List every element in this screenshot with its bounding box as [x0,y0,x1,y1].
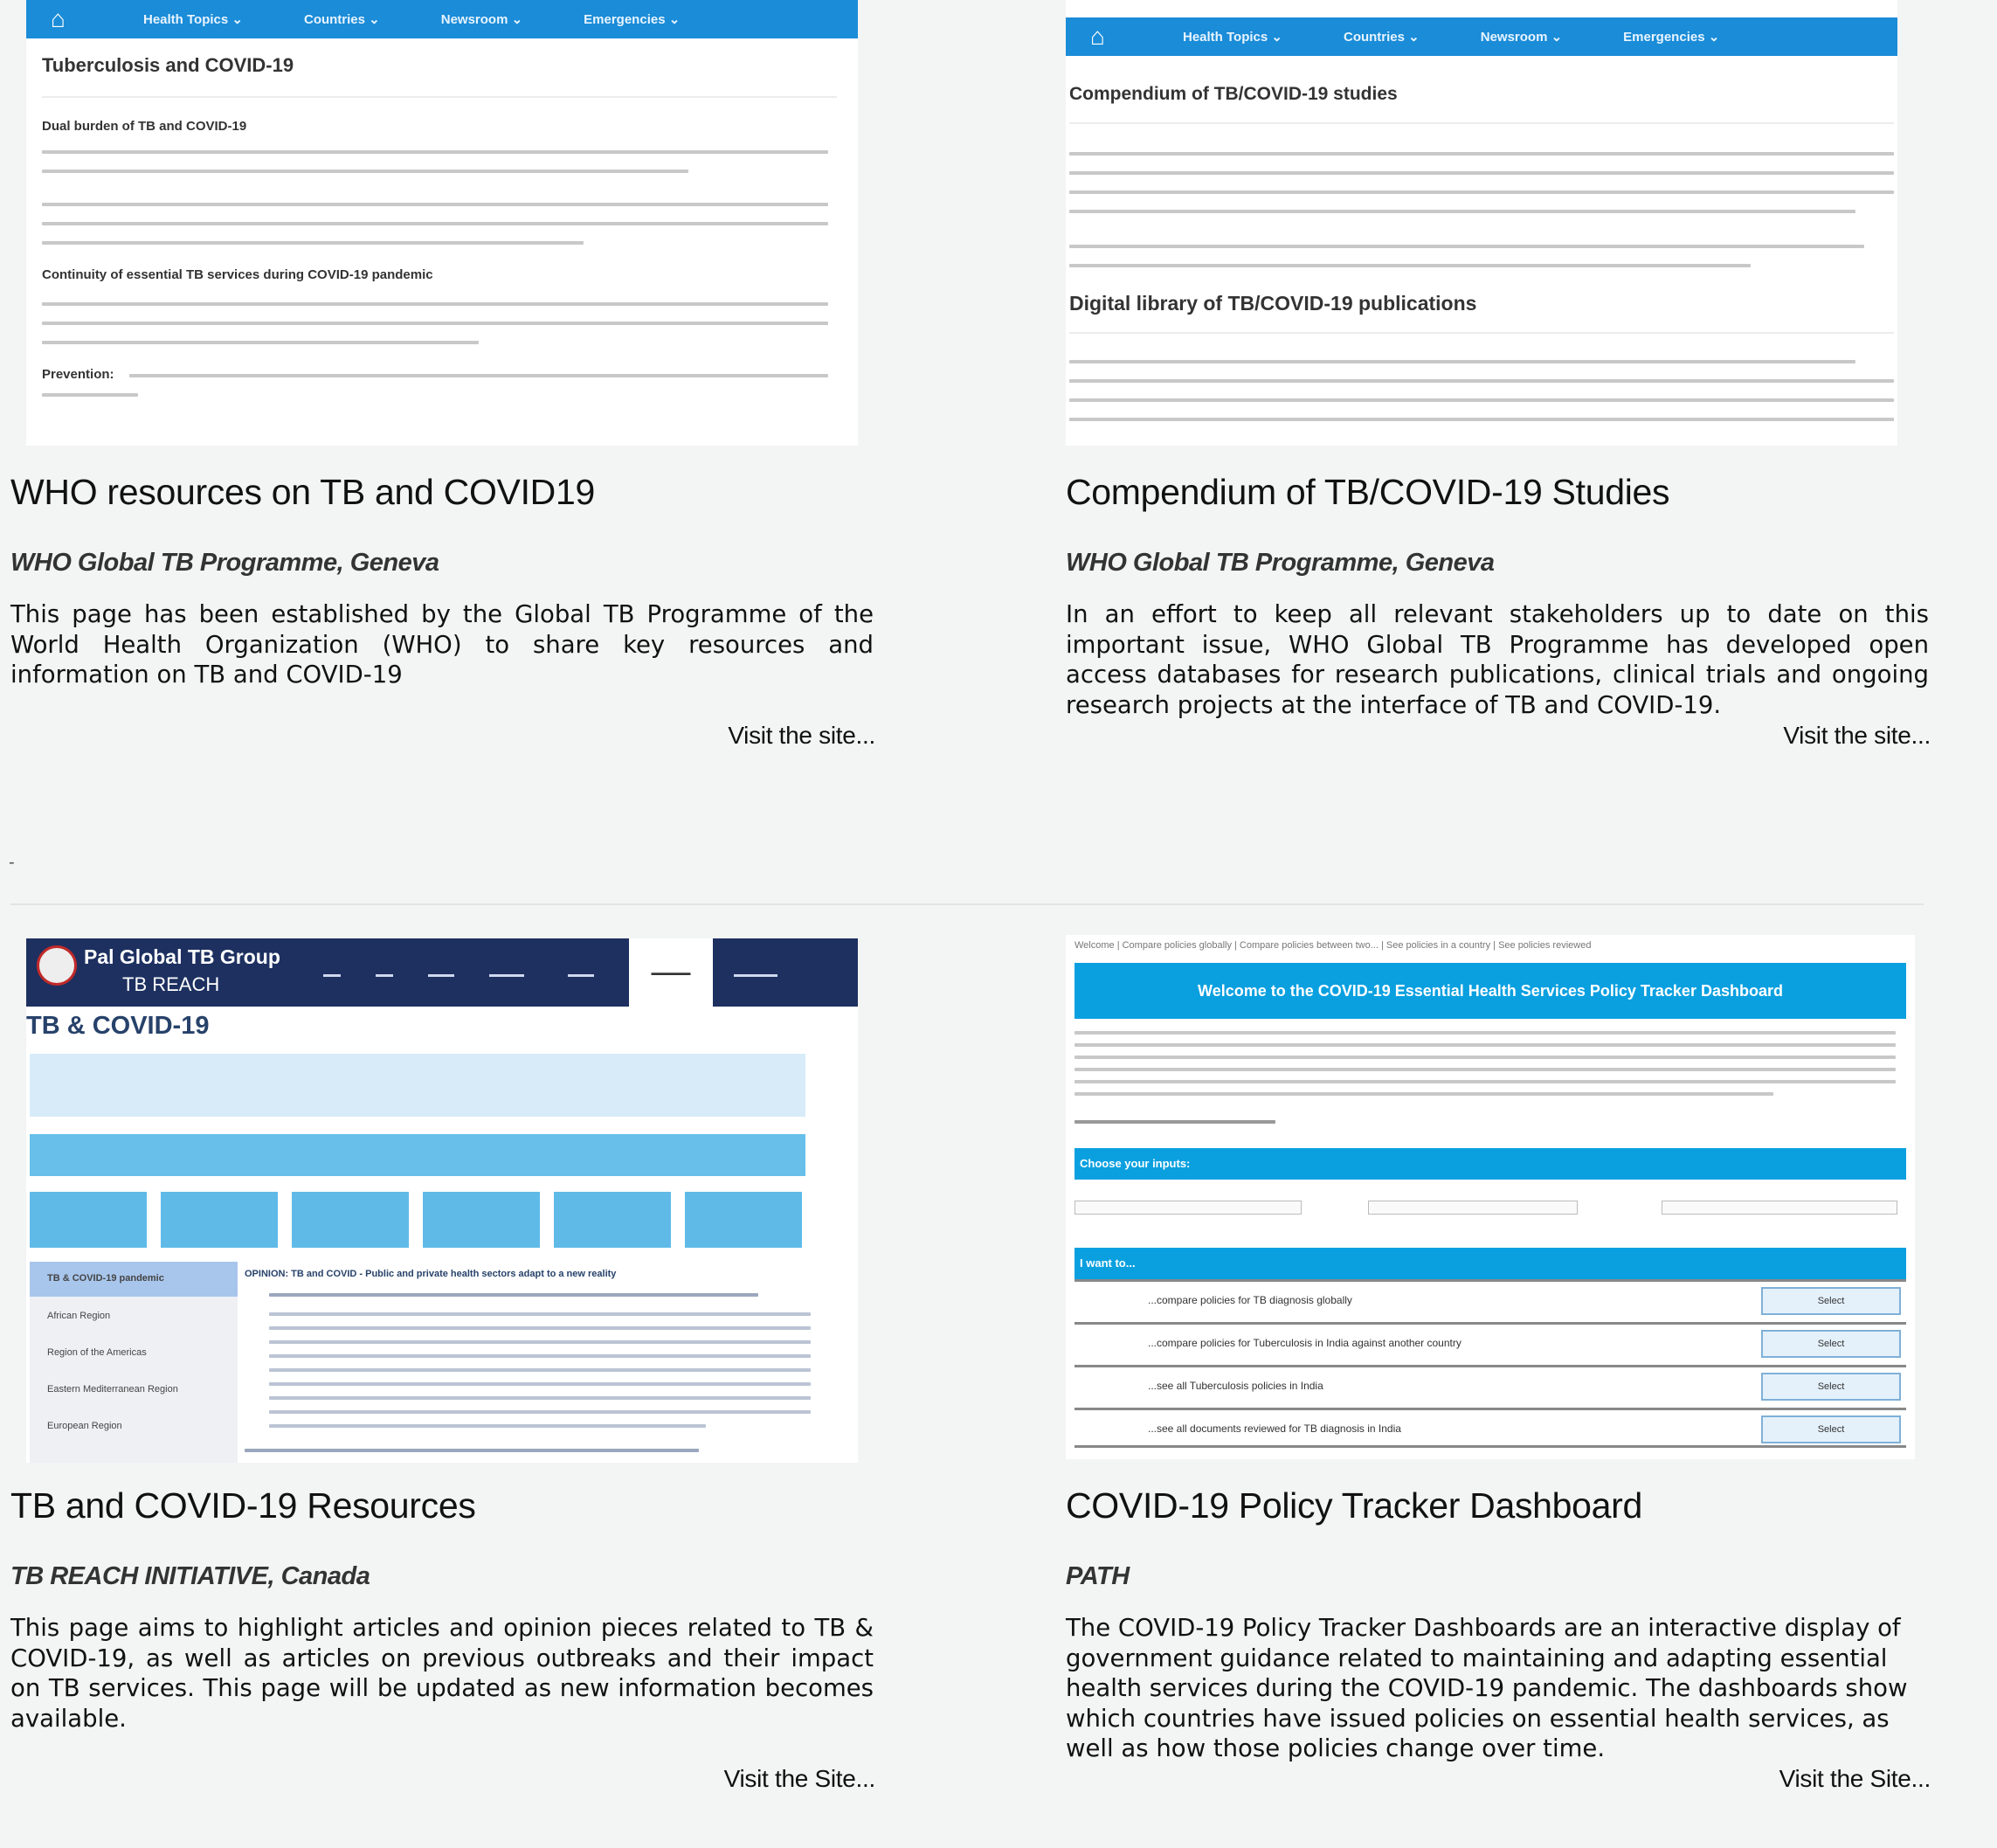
thumbnail-compendium[interactable] [1066,0,1897,446]
mini-sidebar-item: Eastern Mediterranean Region [47,1384,178,1395]
mini-option-row: ...see all documents reviewed for TB diagnosis in India Select [1075,1408,1906,1448]
card-description: This page aims to highlight articles and opinion pieces related to TB & COVID-19, as well as articles on previous outbreaks and their impact on TB services. This page will be updated as new information becomes available. [10,1614,874,1733]
thumbnail-policy-tracker[interactable] [1066,935,1915,1459]
mini-heading: Tuberculosis and COVID-19 [42,54,294,76]
mini-sidebar-item: African Region [47,1311,111,1321]
home-icon: ⌂ [1090,23,1105,50]
mini-brand: Pal Global TB Group [84,945,280,968]
mini-select-button: Select [1761,1287,1901,1315]
card-title: WHO resources on TB and COVID19 [10,472,595,512]
mini-about-box [30,1054,805,1117]
mini-option-row: ...compare policies for Tuberculosis in India against another country Select [1075,1322,1906,1362]
mini-select-button: Select [1761,1373,1901,1401]
card-organization: WHO Global TB Programme, Geneva [1066,549,1495,577]
mini-banner: Welcome to the COVID-19 Essential Health Services Policy Tracker Dashboard [1075,963,1906,1019]
thumbnail-tb-reach[interactable]: Pal Global TB Group TB REACH ▬▬ ▬▬ ▬▬▬ ▬▬▬▬ ▬▬▬ ▬▬▬▬▬ ▬▬▬▬▬ TB & COVID-19 TB & COVID-19 pandemic African Region Region of the Americas Eastern Mediterranean Region European Region OPINION: TB and COVID - Public and private health sectors adapt to a new reality [26,938,858,1463]
mini-input-bar: Choose your inputs: [1075,1148,1906,1180]
mini-nav-item: Newsroom ⌄ [1480,30,1563,45]
home-icon: ⌂ [51,5,66,32]
separator-mark: - [9,853,15,872]
mini-heading: TB & COVID-19 [26,1012,210,1040]
mini-nav-item: Health Topics ⌄ [143,12,243,27]
mini-tabs: Welcome | Compare policies globally | Compare policies between two... | See policies in a country | See policies reviewed [1075,940,1592,951]
mini-input-bar: I want to... [1075,1248,1906,1279]
mini-subheading: Continuity of essential TB services during COVID-19 pandemic [42,267,433,282]
card-description: In an effort to keep all relevant stakeholders up to date on this important issue, WHO Global TB Programme has developed open access databases for research publications, clinical trials and ongoing research projects at the interface of TB and COVID-19. [1066,600,1929,719]
resource-card-compendium [1066,0,1931,749]
mini-article-title: OPINION: TB and COVID - Public and private health sectors adapt to a new reality [245,1269,617,1279]
mini-heading: Digital library of TB/COVID-19 publications [1069,292,1477,315]
mini-active-tab: ▬▬▬▬▬ [629,938,713,1007]
resource-card-who-resources [10,0,875,749]
card-description: This page has been established by the Global TB Programme of the World Health Organization (WHO) to share key resources and information on TB and COVID-19 [10,600,874,689]
mini-sidebar-item: Region of the Americas [47,1347,147,1358]
thumbnail-who-resources[interactable] [26,0,858,446]
mini-nav-item: Emergencies ⌄ [1623,30,1720,45]
mini-nav-item: Health Topics ⌄ [1183,30,1282,45]
visit-site-link[interactable]: Visit the Site... [1779,1765,1931,1792]
section-divider [10,903,1924,905]
mini-subheading: Prevention: [42,367,114,382]
mini-nav-bar [26,0,858,38]
visit-site-link[interactable]: Visit the site... [728,722,875,749]
card-organization: WHO Global TB Programme, Geneva [10,549,439,577]
card-title: Compendium of TB/COVID-19 Studies [1066,472,1670,512]
mini-sidebar-item: TB & COVID-19 pandemic [47,1273,164,1284]
mini-sidebar [30,1262,238,1463]
mini-sidebar-item: European Region [47,1421,122,1431]
mini-heading: Compendium of TB/COVID-19 studies [1069,84,1398,104]
resource-card-policy-tracker [1066,935,1931,1792]
mini-subheading: Dual burden of TB and COVID-19 [42,119,247,134]
mini-nav-item: Countries ⌄ [303,12,380,27]
mini-select-button: Select [1761,1415,1901,1443]
card-title: TB and COVID-19 Resources [10,1485,476,1526]
card-organization: PATH [1066,1562,1130,1590]
card-description: The COVID-19 Policy Tracker Dashboards are an interactive display of government guidance related to maintaining and adapting essential health services during the COVID-19 pandemic. The dashboards show which countries have issued policies on essential health services, as well as how those policies change over time. [1066,1614,1908,1762]
visit-site-link[interactable]: Visit the site... [1783,722,1931,749]
mini-wide-button [30,1134,805,1176]
mini-select-button: Select [1761,1330,1901,1358]
logo-icon [37,945,77,986]
resource-card-tb-reach [10,935,875,1792]
visit-site-link[interactable]: Visit the Site... [723,1765,875,1792]
mini-nav-item: Newsroom ⌄ [440,12,523,27]
mini-option-row: ...compare policies for TB diagnosis globally Select [1075,1279,1906,1319]
mini-option-row: ...see all Tuberculosis policies in India Select [1075,1365,1906,1405]
mini-nav-item: Countries ⌄ [1343,30,1420,45]
mini-nav-bar [1066,17,1897,56]
mini-brand: TB REACH [122,973,220,995]
card-title: COVID-19 Policy Tracker Dashboard [1066,1485,1643,1526]
mini-nav-item: Emergencies ⌄ [584,12,681,27]
card-organization: TB REACH INITIATIVE, Canada [10,1562,370,1590]
